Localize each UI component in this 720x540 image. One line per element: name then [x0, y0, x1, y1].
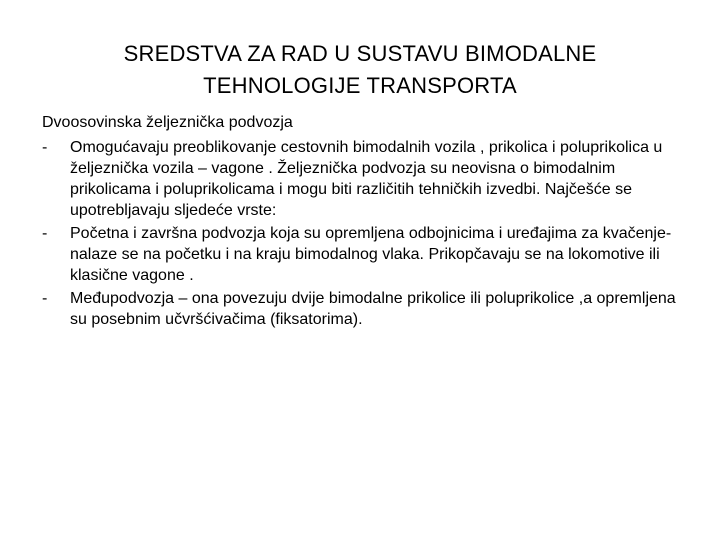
- slide-title-line-2: TEHNOLOGIJE TRANSPORTA: [203, 73, 517, 98]
- section-subheading: Dvoosovinska željeznička podvozja: [42, 114, 293, 131]
- slide-title-line-1: SREDSTVA ZA RAD U SUSTAVU BIMODALNE: [123, 41, 597, 66]
- bullet-text: Međupodvozja – ona povezuju dvije bimodalne prikolice ili poluprikolice ,a opremljena su posebnim učvršćivačima (fiksatorima).: [70, 290, 676, 328]
- bullet-text: Omogućavaju preoblikovanje cestovnih bimodalnih vozila , prikolica i poluprikolica u željeznička vozila – vagone . Željeznička podvozja su neovisna o bimodalnim prikolicama i poluprikolicama i mogu biti različitih tehničkih izvedbi. Najčešće se upotrebljavaju sljedeće vrste:: [70, 139, 663, 219]
- list-item: [42, 288, 692, 330]
- bullet-list: [42, 137, 692, 330]
- bullet-text: Početna i završna podvozja koja su opremljena odbojnicima i uređajima za kvačenje- nalaze se na početku i na kraju bimodalnog vlaka. Prikopčavaju se na lokomotive ili klasične vagone .: [70, 225, 672, 284]
- bullet-dash: -: [42, 225, 48, 242]
- bullet-dash: -: [42, 139, 48, 156]
- slide-body: [42, 112, 692, 332]
- slide-title: [60, 38, 660, 102]
- list-item: [42, 137, 692, 221]
- list-item: [42, 223, 692, 286]
- bullet-dash: -: [42, 290, 48, 307]
